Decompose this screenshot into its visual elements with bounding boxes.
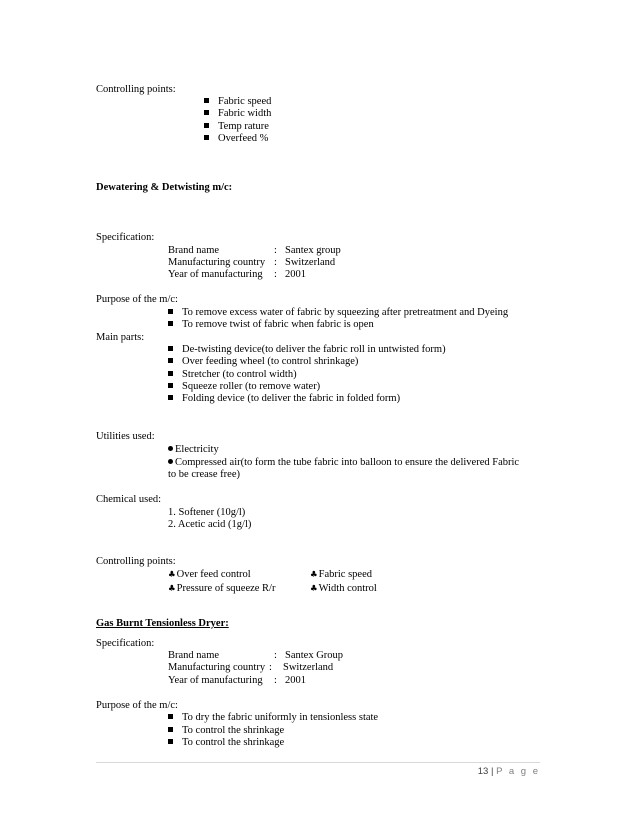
list-item: To dry the fabric uniformly in tensionless state [168,712,378,724]
spec-key: Year of manufacturing [168,269,263,280]
controlling-points-label: Controlling points: [96,556,176,567]
spec-sep: : [274,269,277,280]
dryer-heading: Gas Burnt Tensionless Dryer: [96,618,229,629]
spec-label: Specification: [96,232,155,243]
footer-separator: | [490,766,494,777]
round-bullet-icon [168,459,173,464]
spec-key: Manufacturing country [168,257,266,268]
list-item: 2. Acetic acid (1g/l) [168,519,252,530]
square-bullet-icon [168,727,173,732]
square-bullet-icon [168,321,173,326]
list-item: ♣Pressure of squeeze R/r [168,583,276,594]
purpose-label: Purpose of the m/c: [96,294,178,305]
square-bullet-icon [168,739,173,744]
list-item: ♣Fabric speed [310,569,372,580]
square-bullet-icon [168,346,173,351]
square-bullet-icon [204,123,209,128]
spec-sep: : [274,650,277,661]
round-bullet-icon [168,446,173,451]
list-item: Overfeed % [204,133,268,145]
spec-value: 2001 [285,675,306,686]
club-icon: ♣ [310,570,318,580]
square-bullet-icon [204,98,209,103]
list-item: Temp rature [204,121,269,133]
square-bullet-icon [204,135,209,140]
list-item: To control the shrinkage [168,725,284,737]
list-item-continuation: to be crease free) [168,469,240,480]
spec-value: Santex Group [285,650,344,661]
list-item: De-twisting device(to deliver the fabric roll in untwisted form) [168,344,446,356]
dewatering-heading: Dewatering & Detwisting m/c: [96,182,233,193]
spec-value: 2001 [285,269,306,280]
square-bullet-icon [168,395,173,400]
list-item: Fabric width [204,108,271,120]
chemical-label: Chemical used: [96,494,162,505]
square-bullet-icon [204,110,209,115]
club-icon: ♣ [168,570,176,580]
spec-sep: : [274,245,277,256]
list-item: Electricity [168,444,219,456]
footer-divider [96,762,540,763]
spec-sep: : [274,675,277,686]
list-item: Squeeze roller (to remove water) [168,381,320,393]
list-item: ♣Over feed control [168,569,251,580]
list-item: To remove twist of fabric when fabric is open [168,319,374,331]
spec-value: Switzerland [285,257,336,268]
square-bullet-icon [168,371,173,376]
spec-key: Brand name [168,650,220,661]
square-bullet-icon [168,358,173,363]
spec-key: Brand name [168,245,220,256]
list-item: 1. Softener (10g/l) [168,507,246,518]
spec-sep: : [269,662,272,673]
list-item: To remove excess water of fabric by squeezing after pretreatment and Dyeing [168,307,508,319]
spec-sep: : [274,257,277,268]
spec-value: Switzerland [283,662,334,673]
spec-key: Manufacturing country [168,662,266,673]
list-item: Fabric speed [204,96,271,108]
club-icon: ♣ [310,584,318,594]
spec-key: Year of manufacturing [168,675,263,686]
list-item: Compressed air(to form the tube fabric into balloon to ensure the delivered Fabric [168,457,519,469]
controlling-points-label: Controlling points: [96,84,176,95]
list-item: ♣Width control [310,583,377,594]
list-item: Stretcher (to control width) [168,369,297,381]
square-bullet-icon [168,383,173,388]
club-icon: ♣ [168,584,176,594]
main-parts-label: Main parts: [96,332,145,343]
page-word: P a g e [496,766,540,777]
square-bullet-icon [168,714,173,719]
list-item: Folding device (to deliver the fabric in folded form) [168,393,400,405]
list-item: Over feeding wheel (to control shrinkage) [168,356,358,368]
list-item: To control the shrinkage [168,737,284,749]
utilities-label: Utilities used: [96,431,155,442]
page-number: 13 [477,766,489,777]
spec-label: Specification: [96,638,155,649]
purpose-label: Purpose of the m/c: [96,700,178,711]
page-footer [440,766,540,777]
square-bullet-icon [168,309,173,314]
spec-value: Santex group [285,245,341,256]
